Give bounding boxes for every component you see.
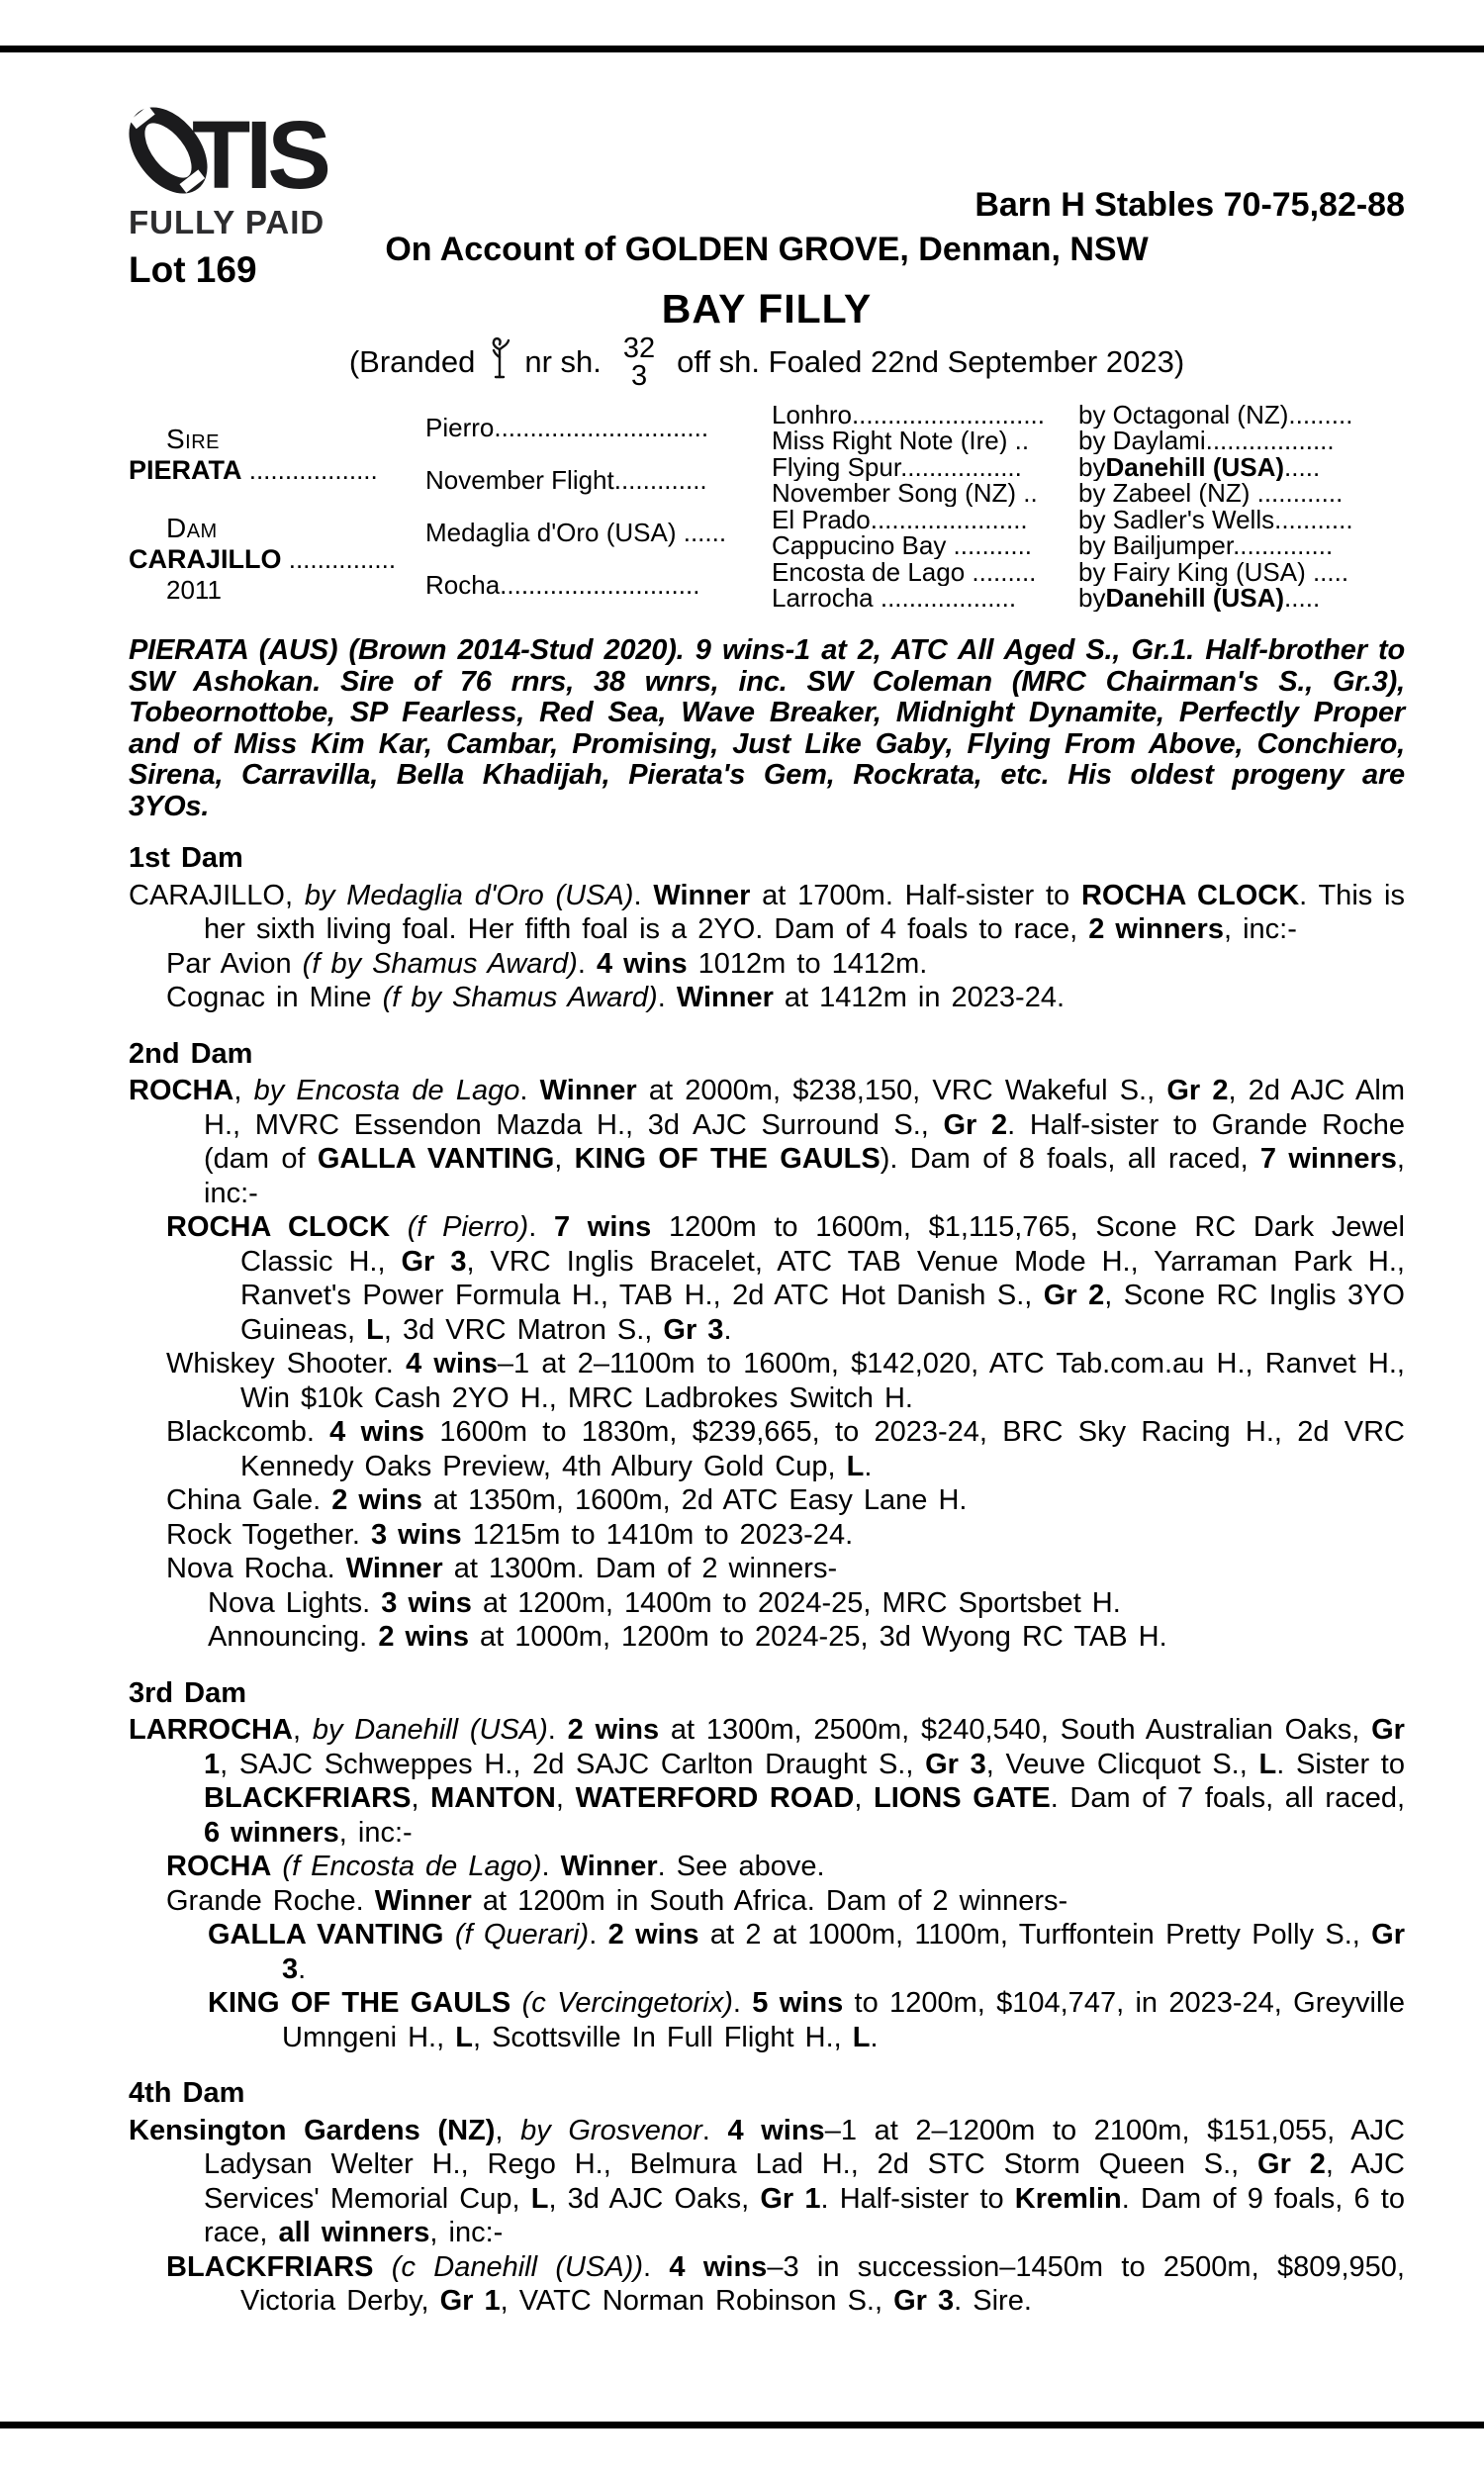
progeny-entry-paragraph: Par Avion (f by Shamus Award). 4 wins 1012m to 1412m. bbox=[166, 947, 928, 980]
fourth-dam-heading: 4th Dam bbox=[129, 2077, 245, 2109]
progeny-entry-paragraph: Nova Rocha. Winner at 1300m. Dam of 2 winners- bbox=[166, 1553, 838, 1584]
pedigree-gen3-by: by Sadler's Wells........... bbox=[1078, 507, 1353, 533]
dam-entry-paragraph: ROCHA, by Encosta de Lago. Winner at 2000m, $238,150, VRC Wakeful S., Gr 2, 2d AJC Alm H., MVRC Essendon Mazda H., 3d AJC Surround S., Gr 2. Half-sister to Grande Roche (dam of GALLA VANTING, KING OF THE GAULS). Dam of 8 foals, all raced, 7 winners, inc:- bbox=[129, 1075, 1406, 1209]
svg-text:TIS: TIS bbox=[192, 101, 326, 200]
branded-pre-text: (Branded bbox=[348, 344, 476, 379]
brand-mark-icon bbox=[487, 336, 512, 388]
dam-year: 2011 bbox=[166, 575, 222, 605]
progeny-entry-paragraph: Rock Together. 3 wins 1215m to 1410m to 2023-24. bbox=[166, 1518, 854, 1551]
pedigree-gen3-by: by Bailjumper.............. bbox=[1078, 532, 1334, 559]
pedigree-gen3-by: by Daylami.................. bbox=[1078, 428, 1335, 454]
horse-title: BAY FILLY bbox=[661, 286, 873, 332]
barn-stables-label: Barn H Stables 70-75,82-88 bbox=[974, 186, 1405, 224]
pedigree-gen3-by: by Danehill (USA) ..... bbox=[1078, 585, 1321, 612]
pedigree-gen3-name: Lonhro........................... bbox=[772, 402, 1045, 428]
dam-label: Dam bbox=[166, 513, 218, 543]
dam-name-line bbox=[129, 544, 425, 575]
dam-entry-paragraph: CARAJILLO, by Medaglia d'Oro (USA). Winner at 1700m. Half-sister to ROCHA CLOCK. This is her sixth living foal. Her fifth foal is a 2YO. Dam of 4 foals to race, 2 winners, inc:- bbox=[129, 879, 1405, 945]
pedigree-gen2-cell: November Flight............. bbox=[425, 465, 707, 495]
progeny-entry-paragraph: Grande Roche. Winner at 1200m in South Africa. Dam of 2 winners- bbox=[166, 1884, 1068, 1917]
third-dam-section bbox=[129, 1676, 1405, 2055]
branded-foaled-text: off sh. Foaled 22nd September 2023) bbox=[677, 344, 1185, 379]
pedigree-gen3-name: Cappucino Bay ........... bbox=[772, 532, 1033, 559]
pedigree-gen3-name: Encosta de Lago ......... bbox=[772, 559, 1037, 586]
pedigree-gen3-name: Miss Right Note (Ire) .. bbox=[772, 428, 1030, 454]
dam-entry-paragraph: Kensington Gardens (NZ), by Grosvenor. 4 wins–1 at 2–1200m to 2100m, $151,055, AJC Ladysan Welter H., Rego H., Belmura Lad H., 2d STC Storm Queen S., Gr 2, AJC Services' Memorial Cup, L, 3d AJC Oaks, Gr 1. Half-sister to Kremlin. Dam of 9 foals, 6 to race, all winners, inc:- bbox=[129, 2114, 1405, 2248]
vendor-account-label: On Account of GOLDEN GROVE, Denman, NSW bbox=[385, 231, 1149, 268]
first-dam-heading: 1st Dam bbox=[129, 842, 243, 874]
pedigree-gen3-name: November Song (NZ) .. bbox=[772, 480, 1038, 507]
pedigree-gen2-cell: Rocha............................ bbox=[425, 570, 700, 600]
pedigree-gen3-by: by Fairy King (USA) ..... bbox=[1078, 559, 1349, 586]
sub-progeny-entry-paragraph: KING OF THE GAULS (c Vercingetorix). 5 wins to 1200m, $104,747, in 2023-24, Greyville Umngeni H., L, Scottsville In Full Flight H., L. bbox=[208, 1987, 1405, 2053]
pedigree-dam-cell bbox=[129, 507, 425, 612]
sire-name-line bbox=[129, 455, 425, 486]
dam-leader-dots: ............... bbox=[281, 544, 397, 574]
dam-entry-paragraph: LARROCHA, by Danehill (USA). 2 wins at 1300m, 2500m, $240,540, South Australian Oaks, Gr 1, SAJC Schweppes H., 2d SAJC Carlton Draught S., Gr 3, Veuve Clicquot S., L. Sister to BLACKFRIARS, MANTON, WATERFORD ROAD, LIONS GATE. Dam of 7 foals, all raced, 6 winners, inc:- bbox=[129, 1714, 1406, 1849]
progeny-entry-paragraph: Whiskey Shooter. 4 wins–1 at 2–1100m to 1600m, $142,020, ATC Tab.com.au H., Ranvet H., Win $10k Cash 2YO H., MRC Ladbrokes Switch H. bbox=[166, 1348, 1405, 1414]
pedigree-gen2-cell: Pierro.............................. bbox=[425, 413, 709, 442]
top-rule bbox=[0, 46, 1484, 52]
progeny-entry-paragraph: BLACKFRIARS (c Danehill (USA)). 4 wins–3 in succession–1450m to 2500m, $809,950, Victoria Derby, Gr 1, VATC Norman Robinson S., Gr 3. Sire. bbox=[166, 2250, 1405, 2317]
dam-name: CARAJILLO bbox=[129, 544, 282, 574]
sire-label: Sire bbox=[166, 423, 221, 454]
pedigree-gen2-cell: Medaglia d'Oro (USA) ...... bbox=[425, 518, 727, 547]
progeny-entry-paragraph: Blackcomb. 4 wins 1600m to 1830m, $239,665, to 2023-24, BRC Sky Racing H., 2d VRC Kennedy Oaks Preview, 4th Albury Gold Cup, L. bbox=[166, 1416, 1405, 1482]
branded-line bbox=[129, 334, 1405, 390]
pedigree-gen3-name: Larrocha ................... bbox=[772, 585, 1017, 612]
brand-number-fraction bbox=[623, 334, 655, 390]
first-dam-section bbox=[129, 841, 1405, 1015]
fully-paid-label: FULLY PAID bbox=[129, 204, 325, 240]
brand-number-bottom: 3 bbox=[630, 360, 648, 392]
third-dam-heading: 3rd Dam bbox=[129, 1676, 247, 1709]
sire-leader-dots: .................. bbox=[241, 454, 378, 485]
brand-number-top: 32 bbox=[622, 333, 656, 364]
sub-progeny-entry-paragraph: Nova Lights. 3 wins at 1200m, 1400m to 2024-25, MRC Sportsbet H. bbox=[208, 1586, 1121, 1619]
pedigree-gen3-name: El Prado...................... bbox=[772, 507, 1028, 533]
dam-sections bbox=[129, 841, 1405, 2319]
sire-name: PIERATA bbox=[129, 454, 242, 485]
sire-summary-paragraph: PIERATA (AUS) (Brown 2014-Stud 2020). 9 wins-1 at 2, ATC All Aged S., Gr.1. Half-brother to SW Ashokan. Sire of 76 rnrs, 38 wnrs, inc. SW Coleman (MRC Chairman's S., Gr.3), Tobeornottobe, SP Fearless, Red Sea, Wave Breaker, Midnight Dynamite, Perfectly Proper and of Miss Kim Kar, Cambar, Promising, Just Like Gaby, Flying From Above, Conchiero, Sirena, Carravilla, Bella Khadijah, Pierata's Gem, Rockrata, etc. His oldest progeny are 3YOs. bbox=[129, 634, 1405, 822]
progeny-entry-paragraph: China Gale. 2 wins at 1350m, 1600m, 2d ATC Easy Lane H. bbox=[166, 1484, 968, 1516]
pedigree-gen3-by: by Zabeel (NZ) ............ bbox=[1078, 480, 1344, 507]
lot-number: Lot 169 bbox=[129, 249, 257, 290]
pedigree-gen3-name: Flying Spur................. bbox=[772, 454, 1022, 481]
pedigree-gen3-by: by Octagonal (NZ)......... bbox=[1078, 402, 1353, 428]
branded-near-shoulder-text: nr sh. bbox=[524, 344, 602, 379]
sub-progeny-entry-paragraph: Announcing. 2 wins at 1000m, 1200m to 2024-25, 3d Wyong RC TAB H. bbox=[208, 1621, 1167, 1653]
fourth-dam-section bbox=[129, 2076, 1405, 2319]
second-dam-section bbox=[129, 1037, 1405, 1655]
pedigree-gen3-by: by Danehill (USA) ..... bbox=[1078, 454, 1321, 481]
bottom-rule bbox=[0, 2422, 1484, 2428]
second-dam-heading: 2nd Dam bbox=[129, 1037, 253, 1070]
pedigree-table bbox=[129, 402, 1405, 612]
progeny-entry-paragraph: Cognac in Mine (f by Shamus Award). Winner at 1412m in 2023-24. bbox=[166, 982, 1066, 1013]
progeny-entry-paragraph: ROCHA CLOCK (f Pierro). 7 wins 1200m to 1600m, $1,115,765, Scone RC Dark Jewel Classic H., Gr 3, VRC Inglis Bracelet, ATC TAB Venue Mode H., Yarraman Park H., Ranvet's Power Formula H., TAB H., 2d ATC Hot Danish S., Gr 2, Scone RC Inglis 3YO Guineas, L, 3d VRC Matron S., Gr 3. bbox=[166, 1211, 1405, 1346]
sub-progeny-entry-paragraph: GALLA VANTING (f Querari). 2 wins at 2 at 1000m, 1100m, Turffontein Pretty Polly S., Gr 3. bbox=[208, 1919, 1405, 1985]
progeny-entry-paragraph: ROCHA (f Encosta de Lago). Winner. See above. bbox=[166, 1851, 825, 1882]
pedigree-sire-cell bbox=[129, 402, 425, 507]
